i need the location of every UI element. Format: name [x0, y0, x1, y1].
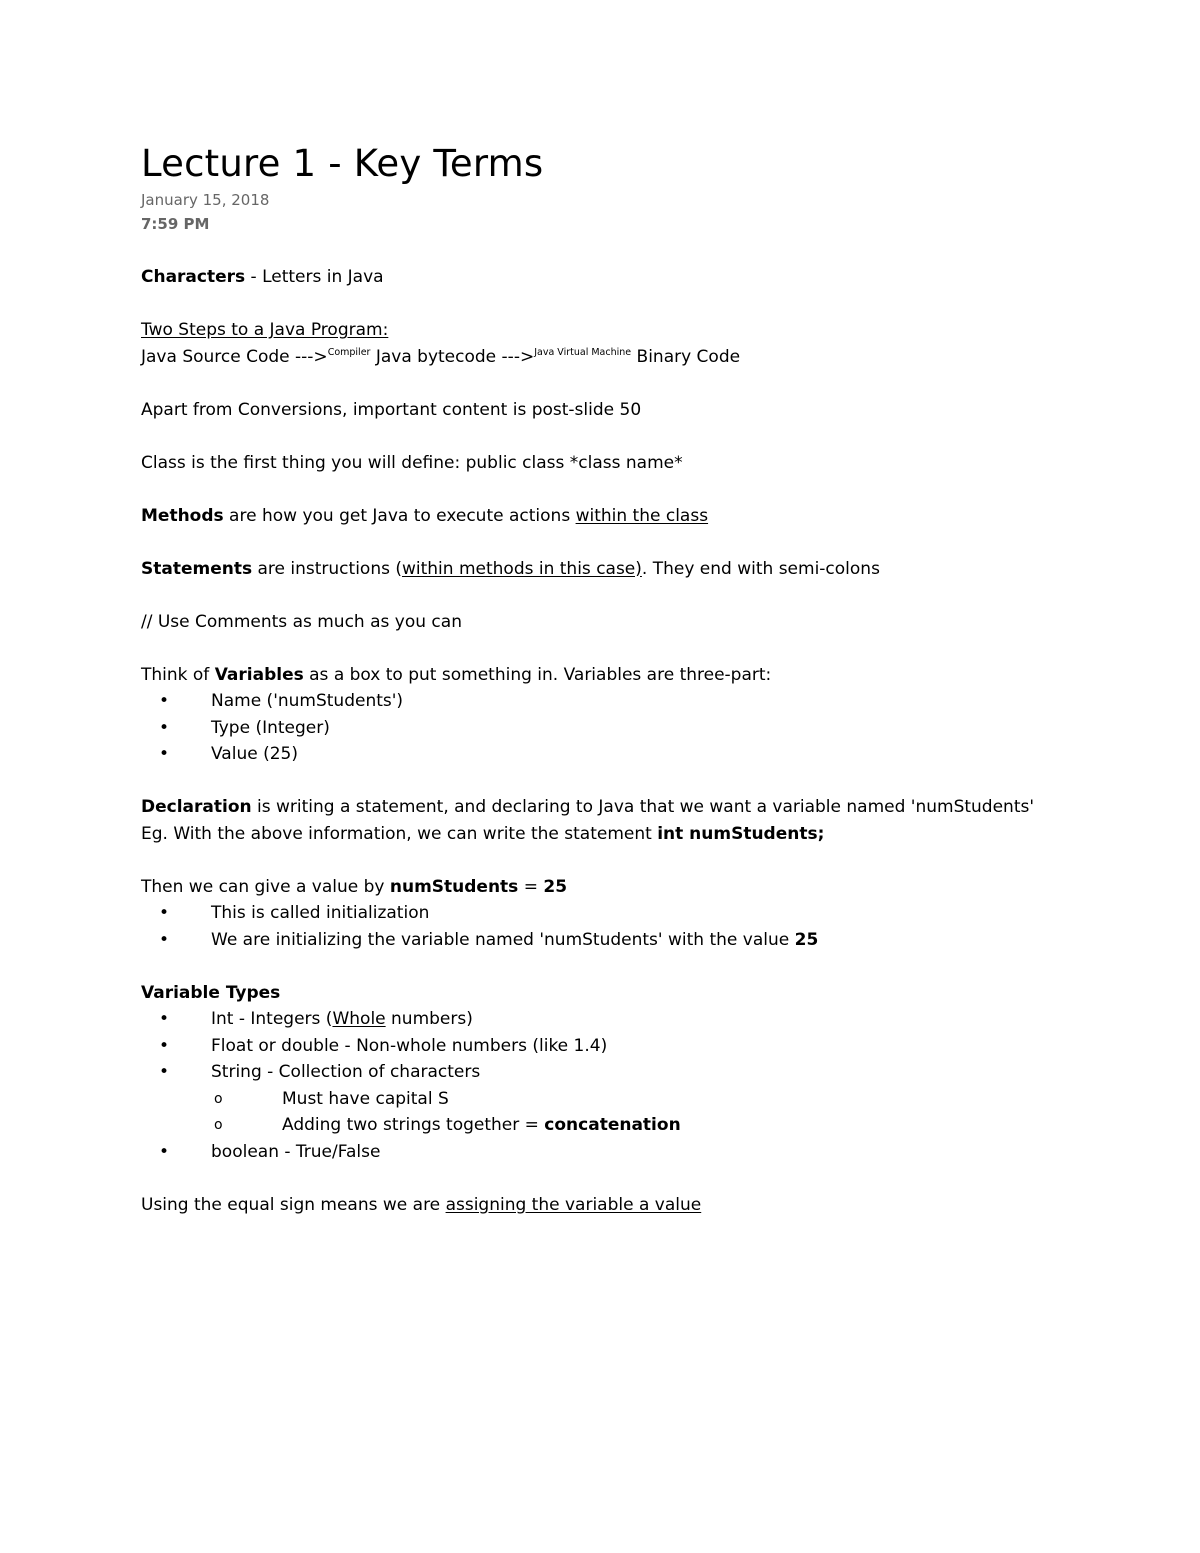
initialization-note-1: This is called initialization	[211, 903, 430, 923]
characters-term: Characters	[141, 267, 246, 287]
disc-bullet-icon: •	[159, 744, 170, 764]
type-int-pre: Int - Integers (	[211, 1009, 333, 1029]
variables-post: as a box to put something in. Variables are three-part:	[303, 664, 772, 685]
two-steps-heading-text: Two Steps to a Java Program:	[141, 320, 389, 340]
circle-bullet-icon: o	[214, 1090, 223, 1107]
initialization-list	[141, 900, 1101, 953]
variables-pre: Think of	[141, 664, 215, 685]
statements-definition: are instructions (	[252, 558, 402, 579]
list-item	[141, 688, 1101, 715]
disc-bullet-icon: •	[159, 717, 170, 738]
variables-line	[141, 662, 1101, 689]
initialization-note-2: We are initializing the variable named 'numStudents' with the value	[211, 929, 795, 950]
list-item	[141, 1059, 1101, 1086]
methods-underlined: within the class	[575, 505, 709, 526]
list-item	[141, 741, 1101, 768]
binary-code-step: Binary Code	[631, 346, 741, 367]
string-note-capital: Must have capital S	[282, 1088, 449, 1109]
list-item	[141, 1033, 1101, 1060]
disc-bullet-icon: •	[159, 1062, 170, 1082]
string-note-concat-pre: Adding two strings together =	[282, 1115, 545, 1135]
methods-line	[141, 503, 1101, 530]
type-float: Float or double - Non-whole numbers (like 1.4)	[211, 1035, 608, 1056]
disc-bullet-icon: •	[159, 1009, 170, 1029]
disc-bullet-icon: •	[159, 929, 170, 950]
characters-definition: - Letters in Java	[245, 267, 384, 287]
variable-part-type: Type (Integer)	[211, 717, 330, 738]
comments-line: // Use Comments as much as you can	[141, 611, 462, 632]
statements-underlined: within methods in this case)	[401, 558, 642, 579]
note-date: January 15, 2018	[141, 191, 270, 209]
variable-part-name: Name ('numStudents')	[211, 691, 404, 711]
initialization-value: 25	[543, 876, 568, 897]
disc-bullet-icon: •	[159, 1141, 170, 1162]
equal-sign-pre: Using the equal sign means we are	[141, 1194, 446, 1215]
note-time: 7:59 PM	[141, 215, 210, 233]
declaration-example-code: int numStudents;	[657, 823, 825, 844]
methods-term: Methods	[141, 505, 224, 526]
initialization-equals: =	[518, 876, 544, 897]
disc-bullet-icon: •	[159, 691, 170, 711]
disc-bullet-icon: •	[159, 903, 170, 923]
statements-end: . They end with semi-colons	[641, 558, 880, 579]
variables-term: Variables	[214, 664, 304, 685]
variable-part-value: Value (25)	[211, 744, 298, 764]
two-steps-heading	[141, 317, 1101, 344]
equal-sign-line	[141, 1192, 1101, 1219]
characters-line	[141, 264, 1101, 291]
list-item	[141, 900, 1101, 927]
initialization-line	[141, 874, 1101, 901]
statements-line	[141, 556, 1101, 583]
variable-types-heading	[141, 980, 1101, 1007]
variable-types-list	[141, 1006, 1101, 1165]
equal-sign-underlined: assigning the variable a value	[445, 1194, 702, 1215]
variables-parts-list	[141, 688, 1101, 768]
list-item	[141, 927, 1101, 954]
note-page	[141, 140, 1101, 1218]
type-int-post: numbers)	[385, 1009, 473, 1029]
initialization-var: numStudents	[389, 876, 519, 897]
list-item	[141, 1006, 1101, 1033]
list-item	[141, 715, 1101, 742]
conversions-line: Apart from Conversions, important content is post-slide 50	[141, 399, 642, 420]
disc-bullet-icon: •	[159, 1035, 170, 1056]
page-title: Lecture 1 - Key Terms	[141, 142, 544, 185]
declaration-example-text: Eg. With the above information, we can write the statement	[141, 823, 658, 844]
type-boolean: boolean - True/False	[211, 1141, 381, 1162]
declaration-definition: is writing a statement, and declaring to Java that we want a variable named 'numStudents'	[251, 797, 1035, 817]
methods-definition: are how you get Java to execute actions	[223, 505, 576, 526]
compiler-label: Compiler	[327, 346, 371, 358]
initialization-note-2-value: 25	[794, 929, 819, 950]
circle-bullet-icon: o	[214, 1117, 223, 1133]
two-steps-flow	[141, 344, 1101, 371]
initialization-pre: Then we can give a value by	[141, 876, 390, 897]
bytecode-step: Java bytecode --->	[370, 346, 535, 367]
list-item	[141, 1139, 1101, 1166]
declaration-term: Declaration	[141, 797, 252, 817]
list-item	[141, 1112, 1101, 1139]
type-int-underlined: Whole	[332, 1009, 386, 1029]
string-note-concat-term: concatenation	[544, 1115, 681, 1135]
jvm-label: Java Virtual Machine	[534, 346, 632, 358]
variable-types-heading-text: Variable Types	[141, 982, 281, 1003]
declaration-example	[141, 821, 1101, 848]
source-code-step: Java Source Code --->	[141, 346, 328, 367]
statements-term: Statements	[141, 558, 253, 579]
list-item	[141, 1086, 1101, 1113]
class-line: Class is the first thing you will define: public class *class name*	[141, 452, 683, 473]
type-string: String - Collection of characters	[211, 1062, 481, 1082]
declaration-line	[141, 794, 1101, 821]
